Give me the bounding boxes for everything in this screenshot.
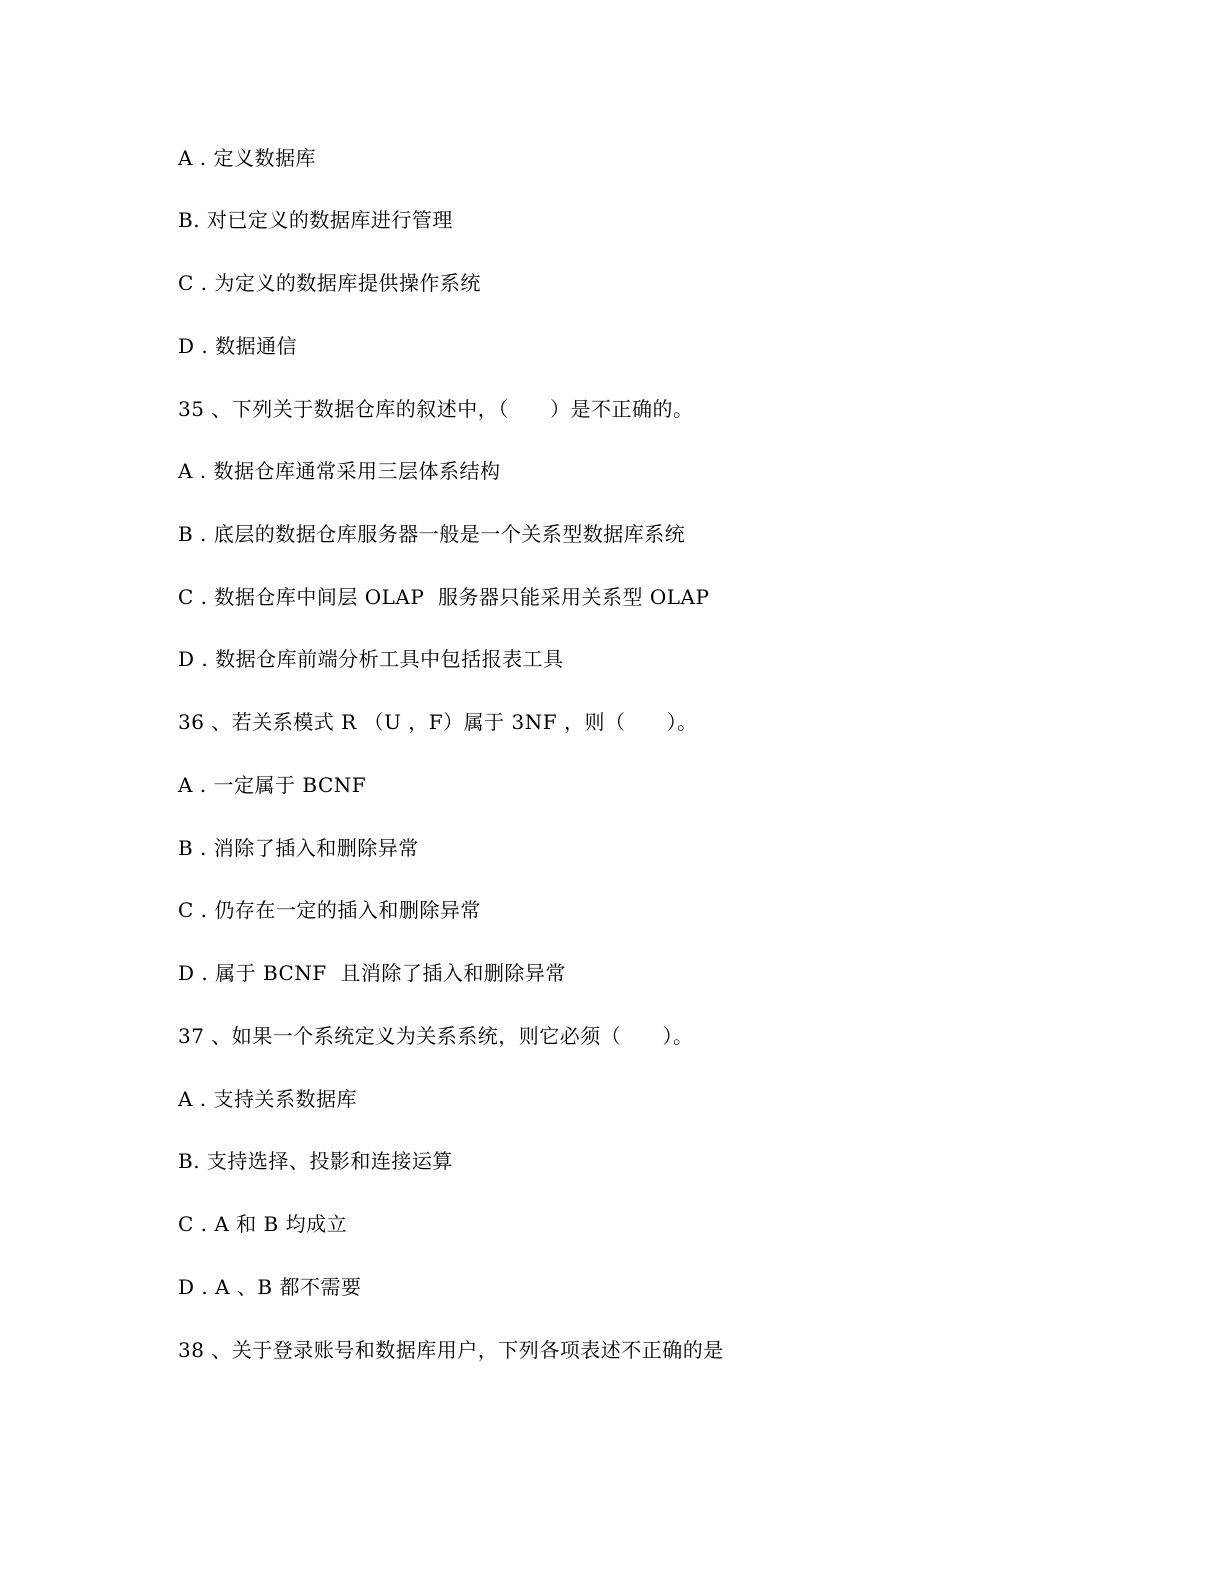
option-34-d: D . 数据通信 bbox=[178, 334, 298, 358]
option-35-a: A . 数据仓库通常采用三层体系结构 bbox=[178, 459, 501, 483]
option-37-b: B. 支持选择、投影和连接运算 bbox=[178, 1149, 453, 1173]
option-36-c: C . 仍存在一定的插入和删除异常 bbox=[178, 898, 481, 922]
option-35-c: C . 数据仓库中间层 OLAP 服务器只能采用关系型 OLAP bbox=[178, 585, 710, 609]
option-37-d: D . A 、B 都不需要 bbox=[178, 1275, 362, 1299]
option-37-c: C . A 和 B 均成立 bbox=[178, 1212, 348, 1236]
option-34-a: A . 定义数据库 bbox=[178, 146, 317, 170]
question-35: 35 、下列关于数据仓库的叙述中，（ ）是不正确的。 bbox=[178, 397, 694, 421]
option-34-c: C . 为定义的数据库提供操作系统 bbox=[178, 271, 481, 295]
option-36-b: B . 消除了插入和删除异常 bbox=[178, 836, 419, 860]
option-37-a: A . 支持关系数据库 bbox=[178, 1087, 358, 1111]
option-36-a: A . 一定属于 BCNF bbox=[178, 773, 367, 797]
option-35-b: B . 底层的数据仓库服务器一般是一个关系型数据库系统 bbox=[178, 522, 686, 546]
question-38: 38 、关于登录账号和数据库用户，下列各项表述不正确的是 bbox=[178, 1338, 724, 1362]
option-36-d: D . 属于 BCNF 且消除了插入和删除异常 bbox=[178, 961, 566, 985]
option-34-b: B. 对已定义的数据库进行管理 bbox=[178, 208, 453, 232]
option-35-d: D . 数据仓库前端分析工具中包括报表工具 bbox=[178, 647, 564, 671]
question-37: 37 、如果一个系统定义为关系系统，则它必须（ ）。 bbox=[178, 1024, 694, 1048]
question-36: 36 、若关系模式 R （U ，F）属于 3NF ，则（ ）。 bbox=[178, 710, 698, 734]
